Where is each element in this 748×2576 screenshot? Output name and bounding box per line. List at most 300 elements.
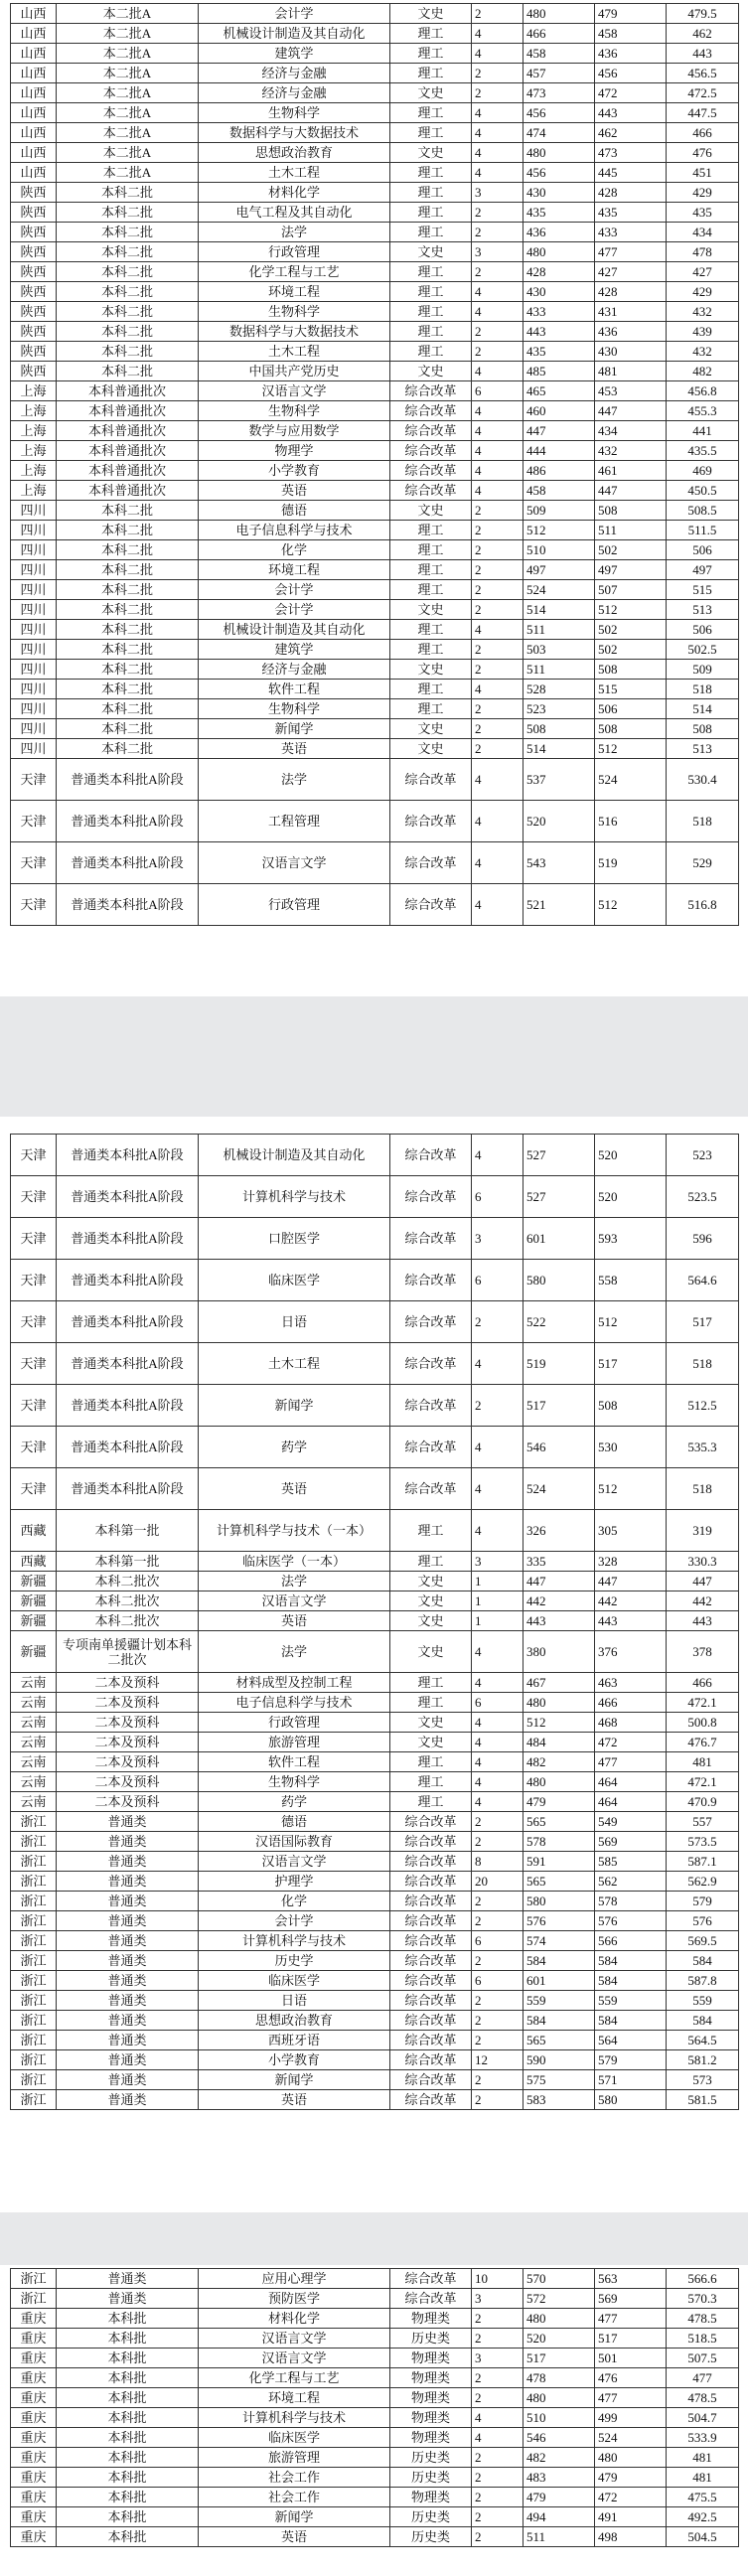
min-score-cell: 511 [595,521,667,540]
avg-score-cell: 481 [667,2468,739,2488]
max-score-cell: 517 [524,2349,595,2368]
category-cell: 综合改革 [390,381,472,401]
batch-cell: 普通类本科批A阶段 [57,842,199,884]
min-score-cell: 520 [595,1176,667,1218]
table-row [11,1611,739,1631]
max-score-cell: 521 [524,884,595,926]
batch-cell: 二本及预科 [57,1673,199,1693]
max-score-cell: 527 [524,1176,595,1218]
max-score-cell: 514 [524,600,595,620]
max-score-cell: 480 [524,143,595,163]
min-score-cell: 305 [595,1510,667,1552]
min-score-cell: 508 [595,719,667,739]
category-cell: 综合改革 [390,461,472,481]
max-score-cell: 511 [524,2527,595,2547]
max-score-cell: 466 [524,24,595,44]
table-row [11,580,739,600]
major-cell: 环境工程 [199,2388,390,2408]
max-score-cell: 480 [524,1772,595,1792]
table-row [11,680,739,699]
min-score-cell: 515 [595,680,667,699]
max-score-cell: 444 [524,441,595,461]
max-score-cell: 546 [524,2428,595,2448]
province-cell: 浙江 [11,1971,57,1991]
avg-score-cell: 472.1 [667,1693,739,1713]
max-score-cell: 433 [524,302,595,322]
table-row [11,421,739,441]
max-score-cell: 527 [524,1135,595,1176]
min-score-cell: 584 [595,1951,667,1971]
min-score-cell: 477 [595,2309,667,2329]
max-score-cell: 523 [524,699,595,719]
table-row [11,2269,739,2289]
major-cell: 计算机科学与技术 [199,2408,390,2428]
table-row [11,1631,739,1673]
min-score-cell: 516 [595,801,667,842]
category-cell: 文史 [390,143,472,163]
province-cell: 重庆 [11,2349,57,2368]
batch-cell: 本科二批 [57,242,199,262]
province-cell: 浙江 [11,2011,57,2031]
category-cell: 历史类 [390,2507,472,2527]
table-row [11,143,739,163]
min-score-cell: 466 [595,1693,667,1713]
max-score-cell: 482 [524,1752,595,1772]
min-score-cell: 445 [595,163,667,183]
major-cell: 汉语言文学 [199,2329,390,2349]
category-cell: 理工 [390,699,472,719]
plan-count-cell: 4 [472,282,524,302]
table-row [11,1931,739,1951]
category-cell: 综合改革 [390,1260,472,1301]
table-row [11,501,739,521]
avg-score-cell: 518 [667,801,739,842]
table-row [11,342,739,362]
province-cell: 天津 [11,1260,57,1301]
major-cell: 英语 [199,2527,390,2547]
plan-count-cell: 2 [472,540,524,560]
province-cell: 新疆 [11,1591,57,1611]
batch-cell: 本科二批 [57,223,199,242]
avg-score-cell: 472.1 [667,1772,739,1792]
avg-score-cell: 497 [667,560,739,580]
major-cell: 化学 [199,540,390,560]
category-cell: 综合改革 [390,884,472,926]
plan-count-cell: 4 [472,1135,524,1176]
table-row [11,600,739,620]
table-row [11,1733,739,1752]
major-cell: 数据科学与大数据技术 [199,123,390,143]
major-cell: 电子信息科学与技术 [199,521,390,540]
max-score-cell: 524 [524,1468,595,1510]
category-cell: 理工 [390,163,472,183]
batch-cell: 本二批A [57,44,199,64]
province-cell: 重庆 [11,2309,57,2329]
min-score-cell: 476 [595,2368,667,2388]
min-score-cell: 462 [595,123,667,143]
table-row [11,620,739,640]
plan-count-cell: 2 [472,2507,524,2527]
max-score-cell: 458 [524,44,595,64]
major-cell: 临床医学 [199,1971,390,1991]
avg-score-cell: 570.3 [667,2289,739,2309]
category-cell: 历史类 [390,2448,472,2468]
min-score-cell: 472 [595,83,667,103]
avg-score-cell: 584 [667,2011,739,2031]
province-cell: 云南 [11,1752,57,1772]
max-score-cell: 478 [524,2368,595,2388]
avg-score-cell: 557 [667,1812,739,1832]
min-score-cell: 376 [595,1631,667,1673]
category-cell: 综合改革 [390,421,472,441]
plan-count-cell: 6 [472,1693,524,1713]
table-row [11,441,739,461]
min-score-cell: 442 [595,1591,667,1611]
category-cell: 理工 [390,282,472,302]
category-cell: 综合改革 [390,759,472,801]
avg-score-cell: 476 [667,143,739,163]
batch-cell: 本科二批 [57,282,199,302]
major-cell: 计算机科学与技术 [199,1176,390,1218]
plan-count-cell: 2 [472,2488,524,2507]
batch-cell: 二本及预科 [57,1772,199,1792]
plan-count-cell: 4 [472,163,524,183]
category-cell: 文史 [390,600,472,620]
batch-cell: 本科普通批次 [57,401,199,421]
table-row [11,660,739,680]
table-row [11,1792,739,1812]
avg-score-cell: 511.5 [667,521,739,540]
category-cell: 综合改革 [390,1872,472,1892]
table-row [11,2329,739,2349]
max-score-cell: 435 [524,203,595,223]
batch-cell: 普通类 [57,1911,199,1931]
category-cell: 理工 [390,262,472,282]
plan-count-cell: 3 [472,1552,524,1572]
province-cell: 四川 [11,580,57,600]
major-cell: 经济与金融 [199,660,390,680]
plan-count-cell: 4 [472,680,524,699]
major-cell: 土木工程 [199,342,390,362]
min-score-cell: 512 [595,600,667,620]
province-cell: 重庆 [11,2329,57,2349]
batch-cell: 普通类本科批A阶段 [57,1176,199,1218]
avg-score-cell: 432 [667,302,739,322]
province-cell: 浙江 [11,2269,57,2289]
min-score-cell: 436 [595,44,667,64]
category-cell: 综合改革 [390,1468,472,1510]
min-score-cell: 431 [595,302,667,322]
batch-cell: 本二批A [57,143,199,163]
table-row [11,1911,739,1931]
province-cell: 云南 [11,1772,57,1792]
province-cell: 浙江 [11,1812,57,1832]
max-score-cell: 575 [524,2070,595,2090]
plan-count-cell: 3 [472,183,524,203]
table-row [11,103,739,123]
min-score-cell: 502 [595,620,667,640]
avg-score-cell: 470.9 [667,1792,739,1812]
batch-cell: 本科批 [57,2388,199,2408]
table-row [11,2428,739,2448]
max-score-cell: 497 [524,560,595,580]
table-row [11,1135,739,1176]
major-cell: 汉语言文学 [199,1591,390,1611]
max-score-cell: 565 [524,1812,595,1832]
category-cell: 综合改革 [390,842,472,884]
batch-cell: 本科第一批 [57,1510,199,1552]
avg-score-cell: 504.5 [667,2527,739,2547]
plan-count-cell: 3 [472,1218,524,1260]
avg-score-cell: 508 [667,719,739,739]
plan-count-cell: 4 [472,1792,524,1812]
max-score-cell: 511 [524,660,595,680]
category-cell: 综合改革 [390,1971,472,1991]
table-row [11,1852,739,1872]
major-cell: 土木工程 [199,1343,390,1385]
min-score-cell: 524 [595,759,667,801]
avg-score-cell: 466 [667,1673,739,1693]
major-cell: 会计学 [199,580,390,600]
major-cell: 机械设计制造及其自动化 [199,1135,390,1176]
min-score-cell: 498 [595,2527,667,2547]
major-cell: 小学教育 [199,461,390,481]
batch-cell: 本科二批 [57,640,199,660]
province-cell: 上海 [11,401,57,421]
avg-score-cell: 587.1 [667,1852,739,1872]
category-cell: 理工 [390,540,472,560]
table-row [11,123,739,143]
major-cell: 旅游管理 [199,1733,390,1752]
avg-score-cell: 451 [667,163,739,183]
category-cell: 文史 [390,1631,472,1673]
batch-cell: 普通类 [57,1971,199,1991]
min-score-cell: 519 [595,842,667,884]
major-cell: 电子信息科学与技术 [199,1693,390,1713]
province-cell: 浙江 [11,1931,57,1951]
batch-cell: 本科二批次 [57,1611,199,1631]
max-score-cell: 517 [524,1385,595,1427]
max-score-cell: 442 [524,1591,595,1611]
province-cell: 浙江 [11,1832,57,1852]
avg-score-cell: 456.8 [667,381,739,401]
min-score-cell: 472 [595,1733,667,1752]
province-cell: 山西 [11,64,57,83]
province-cell: 浙江 [11,2289,57,2309]
table-row [11,242,739,262]
major-cell: 社会工作 [199,2488,390,2507]
plan-count-cell: 6 [472,381,524,401]
category-cell: 综合改革 [390,1385,472,1427]
table-row [11,1468,739,1510]
category-cell: 综合改革 [390,2289,472,2309]
max-score-cell: 465 [524,381,595,401]
avg-score-cell: 581.5 [667,2090,739,2110]
table-row [11,1301,739,1343]
major-cell: 小学教育 [199,2050,390,2070]
min-score-cell: 585 [595,1852,667,1872]
batch-cell: 普通类 [57,2011,199,2031]
batch-cell: 本科普通批次 [57,441,199,461]
avg-score-cell: 434 [667,223,739,242]
avg-score-cell: 455.3 [667,401,739,421]
table-row [11,282,739,302]
province-cell: 四川 [11,739,57,759]
min-score-cell: 530 [595,1427,667,1468]
avg-score-cell: 450.5 [667,481,739,501]
plan-count-cell: 3 [472,242,524,262]
category-cell: 文史 [390,4,472,24]
document-page-3 [0,2265,748,2576]
batch-cell: 二本及预科 [57,1733,199,1752]
province-cell: 天津 [11,1135,57,1176]
max-score-cell: 565 [524,2031,595,2050]
category-cell: 理工 [390,322,472,342]
batch-cell: 二本及预科 [57,1693,199,1713]
plan-count-cell: 6 [472,1971,524,1991]
plan-count-cell: 2 [472,660,524,680]
max-score-cell: 456 [524,163,595,183]
province-cell: 天津 [11,884,57,926]
batch-cell: 普通类 [57,2090,199,2110]
min-score-cell: 434 [595,421,667,441]
plan-count-cell: 8 [472,1852,524,1872]
max-score-cell: 485 [524,362,595,381]
avg-score-cell: 429 [667,183,739,203]
batch-cell: 普通类本科批A阶段 [57,1260,199,1301]
min-score-cell: 576 [595,1911,667,1931]
batch-cell: 普通类 [57,1991,199,2011]
min-score-cell: 432 [595,441,667,461]
province-cell: 四川 [11,699,57,719]
category-cell: 理工 [390,103,472,123]
avg-score-cell: 441 [667,421,739,441]
max-score-cell: 473 [524,83,595,103]
min-score-cell: 436 [595,322,667,342]
min-score-cell: 464 [595,1792,667,1812]
table-row [11,401,739,421]
avg-score-cell: 516.8 [667,884,739,926]
avg-score-cell: 533.9 [667,2428,739,2448]
province-cell: 陕西 [11,302,57,322]
avg-score-cell: 559 [667,1991,739,2011]
province-cell: 浙江 [11,1872,57,1892]
batch-cell: 本二批A [57,24,199,44]
avg-score-cell: 579 [667,1892,739,1911]
major-cell: 预防医学 [199,2289,390,2309]
min-score-cell: 433 [595,223,667,242]
batch-cell: 本二批A [57,83,199,103]
plan-count-cell: 2 [472,1892,524,1911]
avg-score-cell: 508.5 [667,501,739,521]
batch-cell: 普通类 [57,1832,199,1852]
major-cell: 建筑学 [199,640,390,660]
avg-score-cell: 427 [667,262,739,282]
major-cell: 软件工程 [199,1752,390,1772]
province-cell: 陕西 [11,342,57,362]
plan-count-cell: 2 [472,2388,524,2408]
category-cell: 综合改革 [390,1832,472,1852]
plan-count-cell: 4 [472,401,524,421]
batch-cell: 本科二批 [57,620,199,640]
province-cell: 重庆 [11,2368,57,2388]
major-cell: 会计学 [199,4,390,24]
min-score-cell: 443 [595,1611,667,1631]
category-cell: 物理类 [390,2428,472,2448]
province-cell: 山西 [11,163,57,183]
avg-score-cell: 482 [667,362,739,381]
min-score-cell: 520 [595,1135,667,1176]
batch-cell: 本科批 [57,2368,199,2388]
min-score-cell: 479 [595,4,667,24]
province-cell: 重庆 [11,2468,57,2488]
plan-count-cell: 2 [472,2090,524,2110]
plan-count-cell: 4 [472,884,524,926]
batch-cell: 本科普通批次 [57,481,199,501]
major-cell: 汉语言文学 [199,1852,390,1872]
table-row [11,163,739,183]
plan-count-cell: 2 [472,699,524,719]
min-score-cell: 593 [595,1218,667,1260]
category-cell: 综合改革 [390,1991,472,2011]
plan-count-cell: 4 [472,1510,524,1552]
province-cell: 陕西 [11,203,57,223]
table-row [11,1260,739,1301]
major-cell: 新闻学 [199,719,390,739]
table-row [11,1591,739,1611]
max-score-cell: 512 [524,521,595,540]
plan-count-cell: 4 [472,103,524,123]
batch-cell: 普通类本科批A阶段 [57,1301,199,1343]
max-score-cell: 601 [524,1971,595,1991]
plan-count-cell: 2 [472,2031,524,2050]
category-cell: 理工 [390,1693,472,1713]
category-cell: 综合改革 [390,1301,472,1343]
document-page-1 [0,0,748,996]
max-score-cell: 572 [524,2289,595,2309]
category-cell: 历史类 [390,2527,472,2547]
table-row [11,560,739,580]
max-score-cell: 583 [524,2090,595,2110]
avg-score-cell: 502.5 [667,640,739,660]
avg-score-cell: 576 [667,1911,739,1931]
max-score-cell: 584 [524,1951,595,1971]
category-cell: 理工 [390,123,472,143]
max-score-cell: 520 [524,801,595,842]
category-cell: 综合改革 [390,1427,472,1468]
plan-count-cell: 2 [472,262,524,282]
batch-cell: 本科二批 [57,302,199,322]
province-cell: 云南 [11,1733,57,1752]
table-row [11,1892,739,1911]
batch-cell: 本科二批次 [57,1591,199,1611]
province-cell: 陕西 [11,223,57,242]
min-score-cell: 507 [595,580,667,600]
batch-cell: 本科批 [57,2329,199,2349]
plan-count-cell: 4 [472,1733,524,1752]
min-score-cell: 562 [595,1872,667,1892]
max-score-cell: 482 [524,2448,595,2468]
category-cell: 综合改革 [390,2011,472,2031]
plan-count-cell: 2 [472,223,524,242]
plan-count-cell: 4 [472,1427,524,1468]
batch-cell: 本科二批 [57,521,199,540]
category-cell: 综合改革 [390,1218,472,1260]
plan-count-cell: 2 [472,322,524,342]
avg-score-cell: 447 [667,1572,739,1591]
table-row [11,1385,739,1427]
max-score-cell: 578 [524,1832,595,1852]
